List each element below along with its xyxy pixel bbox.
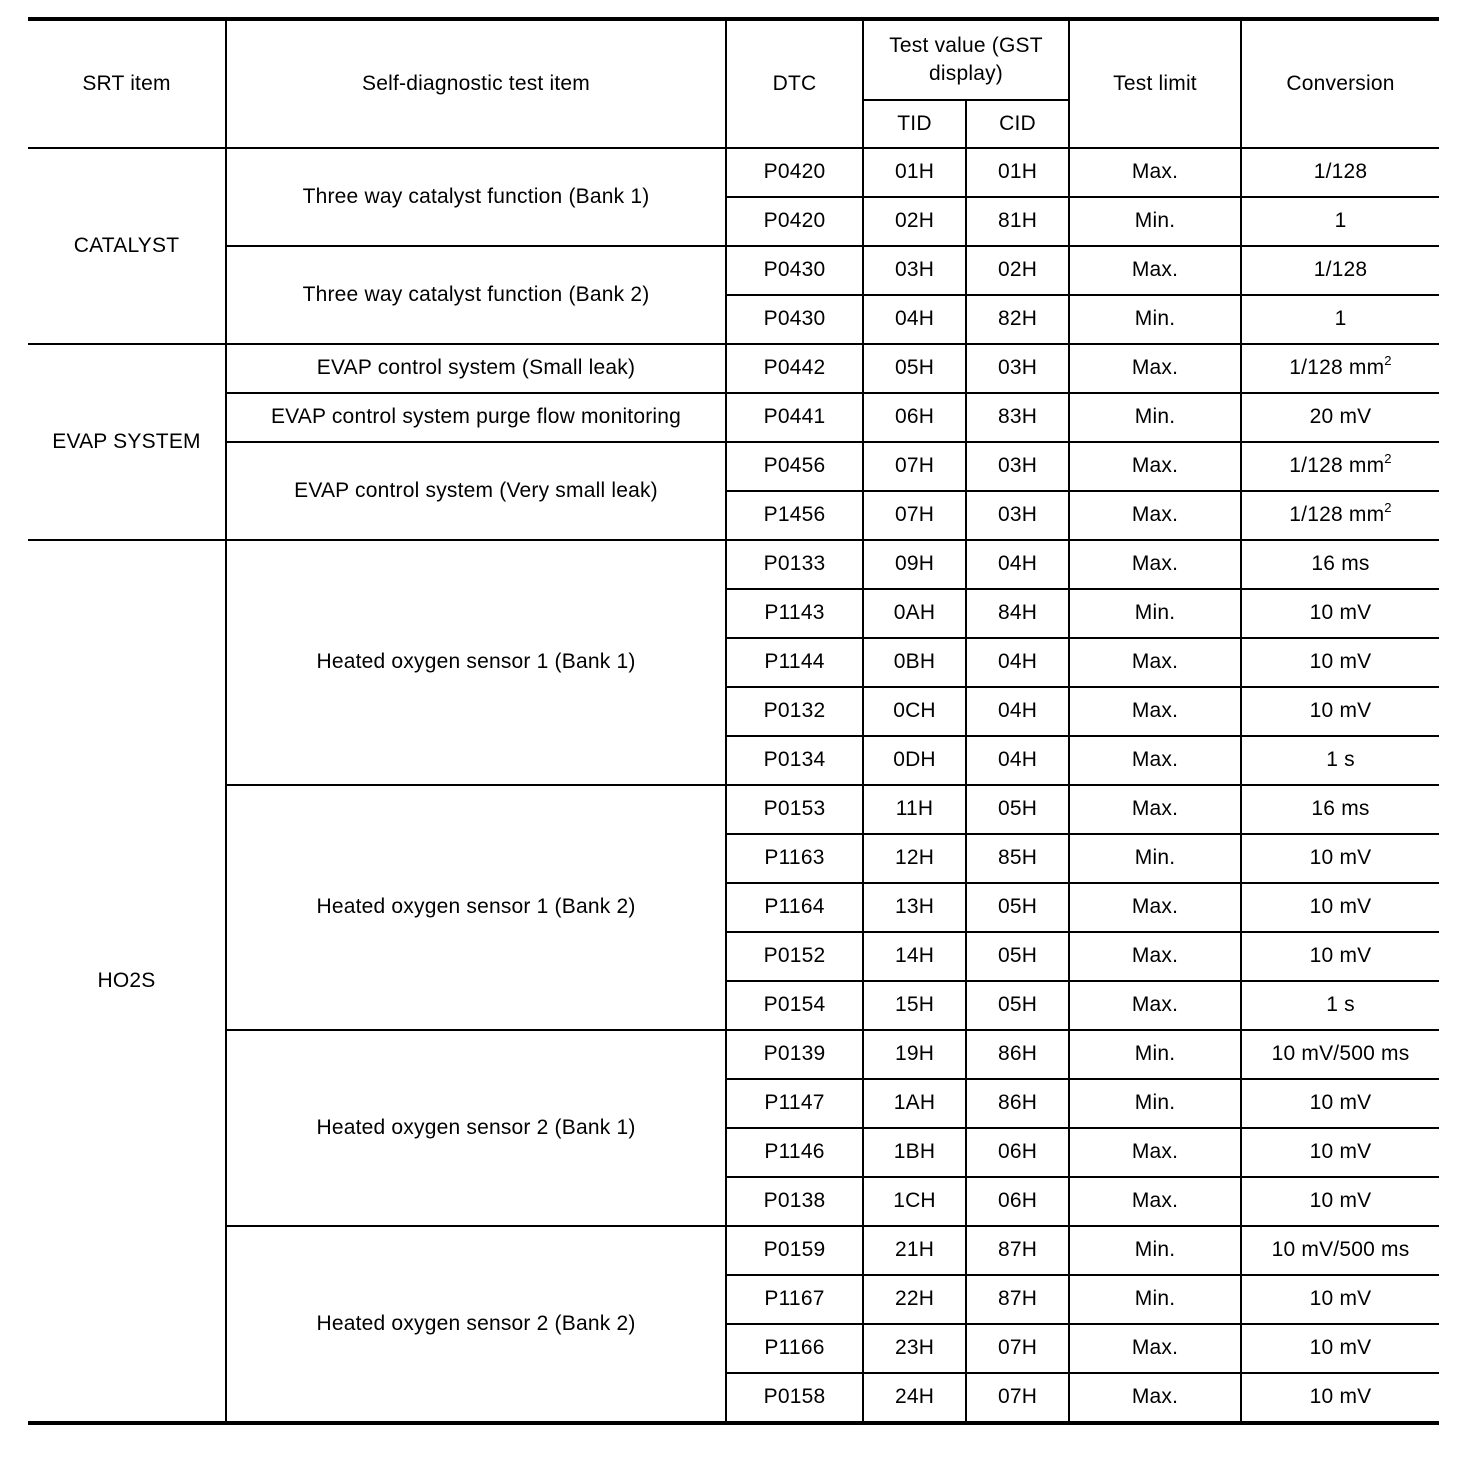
tid-cell: 0DH xyxy=(863,736,966,785)
tid-cell: 09H xyxy=(863,540,966,589)
conversion-cell xyxy=(1241,295,1439,344)
conversion-value: 10 mV xyxy=(1309,846,1372,870)
tid-cell: 03H xyxy=(863,246,966,295)
dtc-cell: P0158 xyxy=(726,1373,863,1423)
table-row xyxy=(28,1030,1439,1079)
header-test-limit: Test limit xyxy=(1069,19,1241,148)
test-limit-cell: Max. xyxy=(1069,638,1241,687)
conversion-cell xyxy=(1241,1128,1439,1177)
srt-item-cell: HO2S xyxy=(28,540,226,1423)
self-diagnostic-item-cell: EVAP control system (Very small leak) xyxy=(226,442,726,540)
self-diagnostic-item-cell: Three way catalyst function (Bank 2) xyxy=(226,246,726,344)
table-row xyxy=(28,785,1439,834)
cid-cell: 05H xyxy=(966,981,1069,1030)
conversion-cell xyxy=(1241,344,1439,393)
header-conversion: Conversion xyxy=(1241,19,1439,148)
conversion-value: 10 mV xyxy=(1309,1091,1372,1115)
conversion-cell xyxy=(1241,736,1439,785)
header-srt-item: SRT item xyxy=(28,19,226,148)
tid-cell: 22H xyxy=(863,1275,966,1324)
cid-cell: 82H xyxy=(966,295,1069,344)
test-limit-cell: Max. xyxy=(1069,442,1241,491)
conversion-value: 10 mV xyxy=(1309,699,1372,723)
tid-cell: 21H xyxy=(863,1226,966,1275)
table-row xyxy=(28,540,1439,589)
tid-cell: 0CH xyxy=(863,687,966,736)
cid-cell: 86H xyxy=(966,1079,1069,1128)
test-limit-cell: Min. xyxy=(1069,1030,1241,1079)
conversion-value: 10 mV xyxy=(1309,1336,1372,1360)
conversion-value: 1 s xyxy=(1326,748,1355,772)
cid-cell: 04H xyxy=(966,687,1069,736)
table-row xyxy=(28,344,1439,393)
cid-cell: 04H xyxy=(966,540,1069,589)
test-limit-cell: Max. xyxy=(1069,1177,1241,1226)
srt-item-cell: EVAP SYSTEM xyxy=(28,344,226,540)
test-limit-cell: Max. xyxy=(1069,687,1241,736)
cid-cell: 02H xyxy=(966,246,1069,295)
conversion-value: 10 mV xyxy=(1309,1189,1372,1213)
dtc-cell: P1146 xyxy=(726,1128,863,1177)
conversion-value: 10 mV xyxy=(1309,1140,1372,1164)
conversion-value: 16 ms xyxy=(1311,797,1370,821)
srt-test-table xyxy=(28,17,1439,1425)
test-limit-cell: Max. xyxy=(1069,736,1241,785)
cid-cell: 85H xyxy=(966,834,1069,883)
header-self-diagnostic-item: Self-diagnostic test item xyxy=(226,19,726,148)
table-row xyxy=(28,442,1439,491)
conversion-cell xyxy=(1241,981,1439,1030)
conversion-exponent: 2 xyxy=(1384,353,1392,369)
tid-cell: 12H xyxy=(863,834,966,883)
tid-cell: 15H xyxy=(863,981,966,1030)
conversion-cell xyxy=(1241,246,1439,295)
test-limit-cell: Max. xyxy=(1069,981,1241,1030)
dtc-cell: P1163 xyxy=(726,834,863,883)
cid-cell: 87H xyxy=(966,1275,1069,1324)
cid-cell: 86H xyxy=(966,1030,1069,1079)
test-limit-cell: Max. xyxy=(1069,148,1241,197)
conversion-cell xyxy=(1241,393,1439,442)
conversion-cell xyxy=(1241,932,1439,981)
conversion-cell xyxy=(1241,1030,1439,1079)
dtc-cell: P0133 xyxy=(726,540,863,589)
cid-cell: 06H xyxy=(966,1177,1069,1226)
conversion-value: 1 xyxy=(1334,209,1347,233)
dtc-cell: P0152 xyxy=(726,932,863,981)
test-limit-cell: Min. xyxy=(1069,393,1241,442)
self-diagnostic-item-cell: Heated oxygen sensor 2 (Bank 1) xyxy=(226,1030,726,1226)
tid-cell: 07H xyxy=(863,442,966,491)
conversion-cell xyxy=(1241,638,1439,687)
tid-cell: 04H xyxy=(863,295,966,344)
dtc-cell: P0441 xyxy=(726,393,863,442)
tid-cell: 1BH xyxy=(863,1128,966,1177)
dtc-cell: P1164 xyxy=(726,883,863,932)
dtc-cell: P1147 xyxy=(726,1079,863,1128)
test-limit-cell: Max. xyxy=(1069,883,1241,932)
tid-cell: 13H xyxy=(863,883,966,932)
dtc-cell: P0132 xyxy=(726,687,863,736)
conversion-cell xyxy=(1241,197,1439,246)
cid-cell: 01H xyxy=(966,148,1069,197)
self-diagnostic-item-cell: Heated oxygen sensor 1 (Bank 1) xyxy=(226,540,726,785)
conversion-cell xyxy=(1241,883,1439,932)
conversion-cell xyxy=(1241,589,1439,638)
conversion-cell xyxy=(1241,148,1439,197)
cid-cell: 87H xyxy=(966,1226,1069,1275)
conversion-value: 1 s xyxy=(1326,993,1355,1017)
cid-cell: 84H xyxy=(966,589,1069,638)
tid-cell: 19H xyxy=(863,1030,966,1079)
tid-cell: 24H xyxy=(863,1373,966,1423)
dtc-cell: P1166 xyxy=(726,1324,863,1373)
tid-cell: 07H xyxy=(863,491,966,540)
conversion-value: 10 mV/500 ms xyxy=(1271,1238,1410,1262)
test-limit-cell: Max. xyxy=(1069,1324,1241,1373)
conversion-cell xyxy=(1241,442,1439,491)
self-diagnostic-item-cell: Heated oxygen sensor 1 (Bank 2) xyxy=(226,785,726,1030)
dtc-cell: P0420 xyxy=(726,148,863,197)
conversion-cell xyxy=(1241,1079,1439,1128)
table-row xyxy=(28,148,1439,197)
test-limit-cell: Max. xyxy=(1069,540,1241,589)
tid-cell: 0AH xyxy=(863,589,966,638)
header-test-value: Test value (GST display) xyxy=(863,19,1069,100)
dtc-cell: P1144 xyxy=(726,638,863,687)
tid-cell: 23H xyxy=(863,1324,966,1373)
test-limit-cell: Min. xyxy=(1069,589,1241,638)
dtc-cell: P0138 xyxy=(726,1177,863,1226)
tid-cell: 0BH xyxy=(863,638,966,687)
dtc-cell: P0139 xyxy=(726,1030,863,1079)
cid-cell: 83H xyxy=(966,393,1069,442)
conversion-cell xyxy=(1241,785,1439,834)
conversion-value: 1 xyxy=(1334,307,1347,331)
test-limit-cell: Max. xyxy=(1069,491,1241,540)
conversion-value: 10 mV/500 ms xyxy=(1271,1042,1410,1066)
dtc-cell: P0159 xyxy=(726,1226,863,1275)
conversion-value: 10 mV xyxy=(1309,1287,1372,1311)
self-diagnostic-item-cell: Three way catalyst function (Bank 1) xyxy=(226,148,726,246)
cid-cell: 03H xyxy=(966,491,1069,540)
conversion-value: 1/128 mm xyxy=(1289,356,1385,380)
conversion-cell xyxy=(1241,540,1439,589)
dtc-cell: P1167 xyxy=(726,1275,863,1324)
self-diagnostic-item-cell: EVAP control system purge flow monitoring xyxy=(226,393,726,442)
cid-cell: 81H xyxy=(966,197,1069,246)
test-limit-cell: Min. xyxy=(1069,197,1241,246)
dtc-cell: P0153 xyxy=(726,785,863,834)
test-limit-cell: Min. xyxy=(1069,295,1241,344)
table-body xyxy=(28,148,1439,1423)
test-limit-cell: Min. xyxy=(1069,1226,1241,1275)
table-row xyxy=(28,246,1439,295)
conversion-exponent: 2 xyxy=(1384,500,1392,516)
cid-cell: 07H xyxy=(966,1373,1069,1423)
dtc-cell: P1456 xyxy=(726,491,863,540)
table-header xyxy=(28,19,1439,148)
dtc-cell: P1143 xyxy=(726,589,863,638)
conversion-exponent: 2 xyxy=(1384,451,1392,467)
tid-cell: 14H xyxy=(863,932,966,981)
conversion-value: 1/128 mm xyxy=(1289,454,1385,478)
test-limit-cell: Max. xyxy=(1069,932,1241,981)
conversion-cell xyxy=(1241,834,1439,883)
test-limit-cell: Min. xyxy=(1069,1079,1241,1128)
conversion-cell xyxy=(1241,1177,1439,1226)
cid-cell: 05H xyxy=(966,932,1069,981)
tid-cell: 01H xyxy=(863,148,966,197)
header-tid: TID xyxy=(863,100,966,148)
cid-cell: 05H xyxy=(966,785,1069,834)
conversion-value: 16 ms xyxy=(1311,552,1370,576)
srt-item-cell: CATALYST xyxy=(28,148,226,344)
conversion-value: 1/128 xyxy=(1313,258,1368,282)
conversion-cell xyxy=(1241,1324,1439,1373)
header-cid: CID xyxy=(966,100,1069,148)
cid-cell: 04H xyxy=(966,736,1069,785)
header-dtc: DTC xyxy=(726,19,863,148)
dtc-cell: P0420 xyxy=(726,197,863,246)
test-limit-cell: Max. xyxy=(1069,1373,1241,1423)
conversion-cell xyxy=(1241,491,1439,540)
conversion-value: 10 mV xyxy=(1309,650,1372,674)
cid-cell: 04H xyxy=(966,638,1069,687)
conversion-value: 1/128 mm xyxy=(1289,503,1385,527)
test-limit-cell: Min. xyxy=(1069,834,1241,883)
cid-cell: 03H xyxy=(966,344,1069,393)
tid-cell: 1CH xyxy=(863,1177,966,1226)
self-diagnostic-item-cell: EVAP control system (Small leak) xyxy=(226,344,726,393)
conversion-value: 10 mV xyxy=(1309,944,1372,968)
dtc-cell: P0134 xyxy=(726,736,863,785)
conversion-cell xyxy=(1241,1373,1439,1423)
conversion-value: 10 mV xyxy=(1309,1385,1372,1409)
conversion-cell xyxy=(1241,1275,1439,1324)
tid-cell: 02H xyxy=(863,197,966,246)
test-limit-cell: Max. xyxy=(1069,785,1241,834)
conversion-value: 10 mV xyxy=(1309,895,1372,919)
tid-cell: 05H xyxy=(863,344,966,393)
table-row xyxy=(28,1226,1439,1275)
test-limit-cell: Max. xyxy=(1069,1128,1241,1177)
self-diagnostic-item-cell: Heated oxygen sensor 2 (Bank 2) xyxy=(226,1226,726,1423)
cid-cell: 07H xyxy=(966,1324,1069,1373)
conversion-cell xyxy=(1241,687,1439,736)
tid-cell: 1AH xyxy=(863,1079,966,1128)
tid-cell: 11H xyxy=(863,785,966,834)
conversion-value: 1/128 xyxy=(1313,160,1368,184)
conversion-value: 10 mV xyxy=(1309,601,1372,625)
test-limit-cell: Max. xyxy=(1069,246,1241,295)
cid-cell: 03H xyxy=(966,442,1069,491)
dtc-cell: P0442 xyxy=(726,344,863,393)
dtc-cell: P0430 xyxy=(726,295,863,344)
cid-cell: 05H xyxy=(966,883,1069,932)
dtc-cell: P0456 xyxy=(726,442,863,491)
test-limit-cell: Min. xyxy=(1069,1275,1241,1324)
dtc-cell: P0154 xyxy=(726,981,863,1030)
table-row xyxy=(28,393,1439,442)
conversion-cell xyxy=(1241,1226,1439,1275)
cid-cell: 06H xyxy=(966,1128,1069,1177)
dtc-cell: P0430 xyxy=(726,246,863,295)
test-limit-cell: Max. xyxy=(1069,344,1241,393)
conversion-value: 20 mV xyxy=(1309,405,1372,429)
tid-cell: 06H xyxy=(863,393,966,442)
